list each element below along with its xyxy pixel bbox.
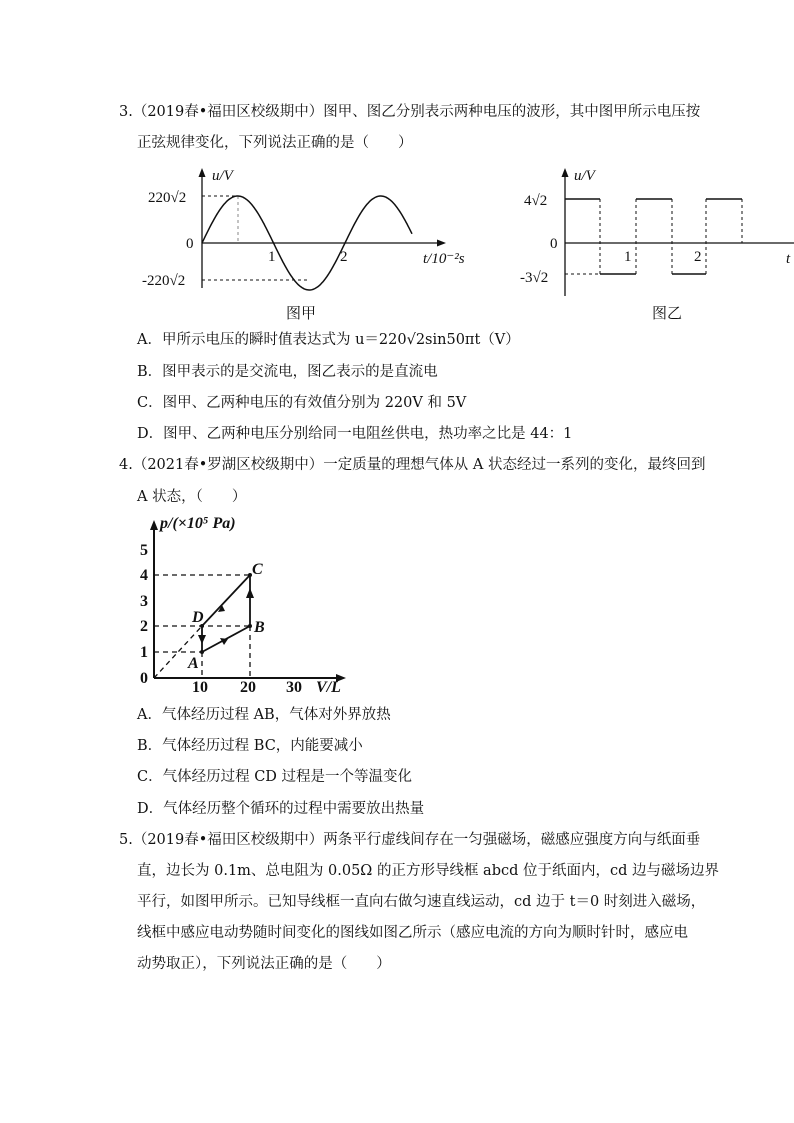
q3b-ytick-top: 4√2 [524,193,548,209]
q3a-ytick-zero: 0 [186,236,194,252]
q3-stem-line2: 正弦规律变化，下列说法正确的是（ ） [137,135,413,151]
q4-xtick-20: 20 [240,679,256,696]
q3b-xtick-2: 2 [694,249,702,265]
q4-pv-figure [140,515,360,696]
q3a-ylabel: u/V [212,168,233,184]
q4-ytick-2: 2 [140,618,148,635]
q4-xtick-10: 10 [192,679,208,696]
q5-stem-line2: 直，边长为 0.1m、总电阻为 0.05Ω 的正方形导线框 abcd 位于纸面内，cd 边与磁场边界 [137,863,720,879]
q3b-ytick-zero: 0 [550,236,558,252]
q3-option-a: A．甲所示电压的瞬时值表达式为 u＝220√2sin50πt（V） [137,332,520,348]
q4-ylabel: p/(×10⁵ Pa) [160,515,236,532]
q4-origin: 0 [140,670,148,687]
q3-figure-b [520,168,794,298]
q3-option-b: B．图甲表示的是交流电，图乙表示的是直流电 [137,364,438,380]
q4-point-b: B [254,619,265,636]
q3a-xlabel: t/10⁻²s [423,251,465,267]
q3b-ytick-bottom: -3√2 [520,270,549,286]
q4-option-d: D．气体经历整个循环的过程中需要放出热量 [137,801,425,817]
q3-figure-a [140,168,480,298]
q4-xlabel: V/L [316,679,341,696]
q3-figure-a-caption: 图甲 [286,304,317,322]
q5-stem-line5: 动势取正），下列说法正确的是（ ） [137,956,391,972]
q4-point-c: C [252,561,263,578]
q3b-ylabel: u/V [574,168,595,184]
q3-option-d: D．图甲、乙两种电压分别给同一电阻丝供电，热功率之比是 44：1 [137,426,573,442]
q3-stem-line1: 3.（2019春•福田区校级期中）图甲、图乙分别表示两种电压的波形，其中图甲所示电压按 [119,104,701,120]
q4-ytick-5: 5 [140,542,148,559]
q3a-xtick-2: 2 [340,249,348,265]
q5-stem-line1: 5.（2019春•福田区校级期中）两条平行虚线间存在一匀强磁场，磁感应强度方向与纸面垂 [119,832,701,848]
q4-point-a: A [188,655,199,672]
q4-option-c: C．气体经历过程 CD 过程是一个等温变化 [137,769,413,785]
q4-option-a: A．气体经历过程 AB，气体对外界放热 [137,707,391,723]
q5-stem-line3: 平行，如图甲所示。已知导线框一直向右做匀速直线运动，cd 边于 t＝0 时刻进入磁场， [137,894,706,910]
q3b-xlabel: t [786,251,791,267]
q3a-ytick-top: 220√2 [148,190,187,206]
q3-option-c: C．图甲、乙两种电压的有效值分别为 220V 和 5V [137,395,467,411]
q4-option-b: B．气体经历过程 BC，内能要减小 [137,738,363,754]
q4-point-d: D [192,609,204,626]
q4-stem-line1: 4.（2021春•罗湖区校级期中）一定质量的理想气体从 A 状态经过一系列的变化，最终回到 [119,457,706,473]
q3a-ytick-bottom: -220√2 [142,273,186,289]
q3a-xtick-1: 1 [268,249,276,265]
q4-xtick-30: 30 [286,679,302,696]
q4-ytick-4: 4 [140,567,148,584]
q3b-xtick-1: 1 [624,249,632,265]
q4-stem-line2: A 状态，（ ） [137,489,247,505]
q3-figure-b-caption: 图乙 [652,304,683,322]
q5-stem-line4: 线框中感应电动势随时间变化的图线如图乙所示（感应电流的方向为顺时针时，感应电 [137,925,688,941]
q4-ytick-1: 1 [140,644,148,661]
q4-ytick-3: 3 [140,593,148,610]
